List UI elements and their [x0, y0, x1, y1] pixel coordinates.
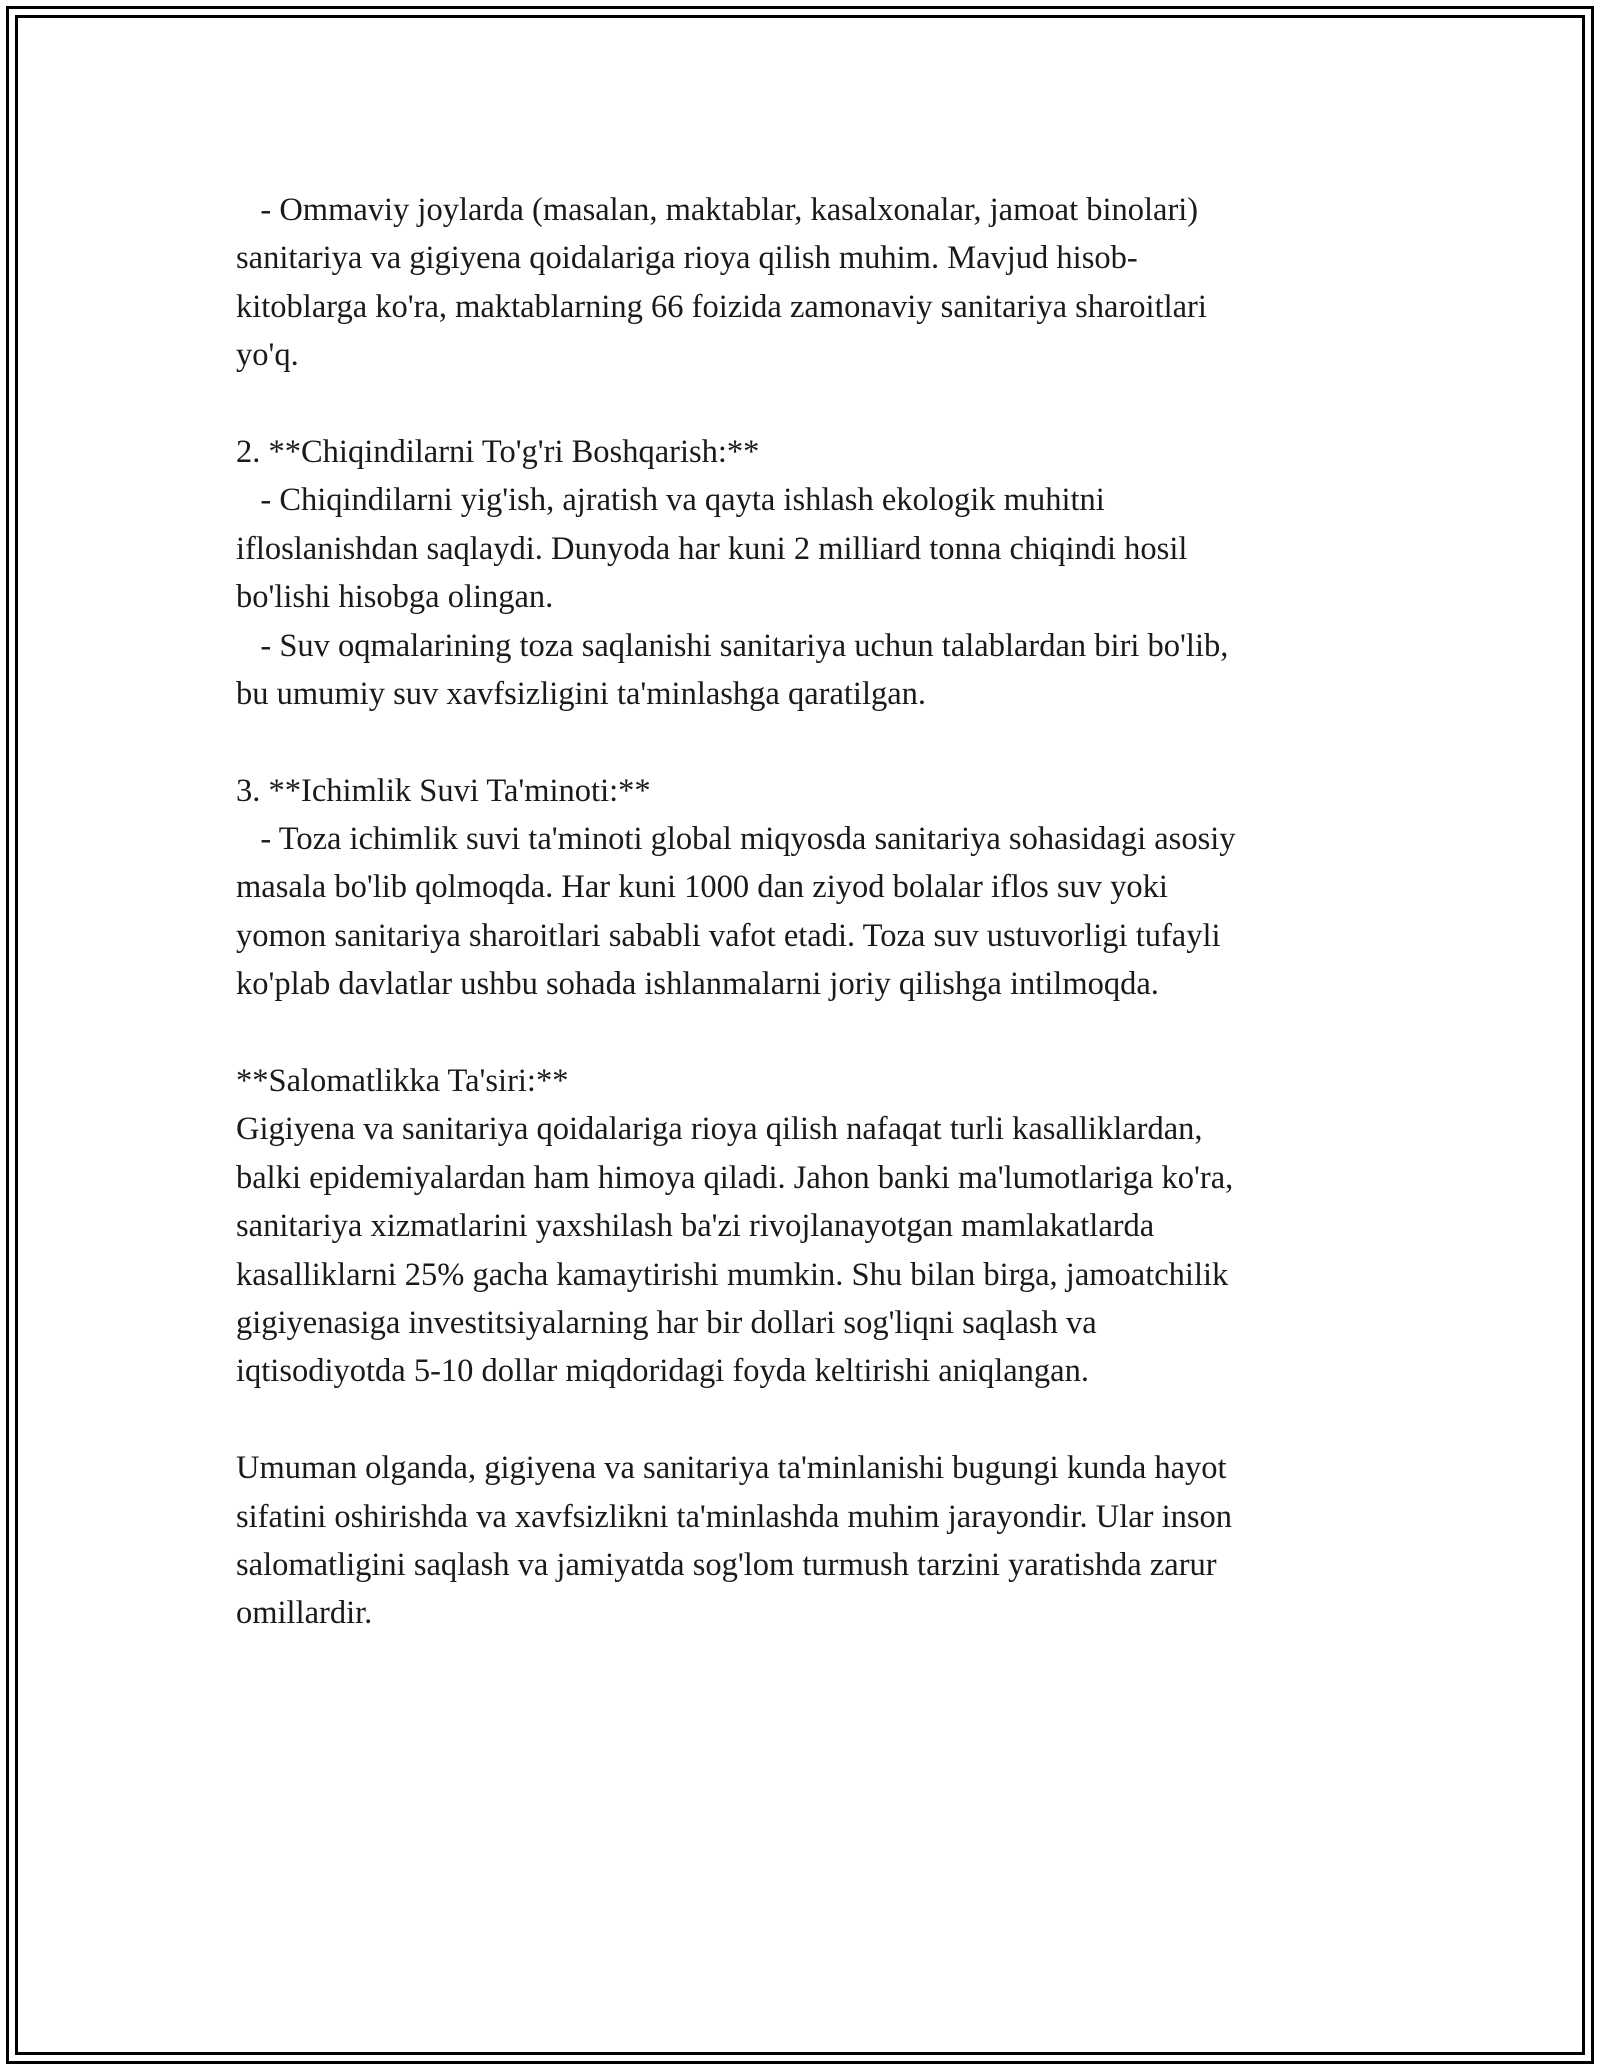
section-waste-management: [236, 428, 1416, 718]
text-line: - Chiqindilarni yig'ish, ajratish va qayta ishlash ekologik muhitni: [236, 482, 1105, 519]
text-line: ifloslanishdan saqlaydi. Dunyoda har kuni 2 milliard tonna chiqindi hosil: [236, 530, 1188, 567]
blank-line: [236, 1009, 1416, 1057]
blank-line: [236, 1396, 1416, 1444]
text-line: - Toza ichimlik suvi ta'minoti global miqyosda sanitariya sohasidagi asosiy: [236, 821, 1236, 858]
text-line: iqtisodiyotda 5-10 dollar miqdoridagi foyda keltirishi aniqlangan.: [236, 1353, 1089, 1390]
text-line: - Suv oqmalarining toza saqlanishi sanitariya uchun talablardan biri bo'lib,: [236, 627, 1229, 664]
section-health-impact: [236, 1057, 1416, 1396]
text-line: bu umumiy suv xavfsizligini ta'minlashga qaratilgan.: [236, 675, 927, 712]
text-line: - Ommaviy joylarda (masalan, maktablar, kasalxonalar, jamoat binolari): [236, 192, 1199, 228]
text-line: Umuman olganda, gigiyena va sanitariya ta'minlanishi bugungi kunda hayot: [236, 1450, 1227, 1487]
paragraph-public-places: [236, 186, 1416, 380]
section-heading: 3. **Ichimlik Suvi Ta'minoti:**: [236, 772, 651, 809]
text-line: balki epidemiyalardan ham himoya qiladi. Jahon banki ma'lumotlariga ko'ra,: [236, 1159, 1234, 1196]
text-line: gigiyenasiga investitsiyalarning har bir dollari sog'liqni saqlash va: [236, 1304, 1097, 1341]
blank-line: [236, 380, 1416, 428]
text-line: salomatligini saqlash va jamiyatda sog'lom turmush tarzini yaratishda zarur: [236, 1546, 1217, 1583]
section-heading: 2. **Chiqindilarni To'g'ri Boshqarish:**: [236, 433, 760, 470]
text-line: sifatini oshirishda va xavfsizlikni ta'minlashda muhim jarayondir. Ular inson: [236, 1498, 1233, 1535]
text-line: kasalliklarni 25% gacha kamaytirishi mumkin. Shu bilan birga, jamoatchilik: [236, 1256, 1229, 1293]
document-body: [236, 186, 1416, 1638]
section-drinking-water: [236, 767, 1416, 1009]
text-line: masala bo'lib qolmoqda. Har kuni 1000 dan ziyod bolalar iflos suv yoki: [236, 869, 1168, 906]
text-line: omillardir.: [236, 1595, 373, 1632]
text-line: yo'q.: [236, 337, 299, 374]
paragraph-conclusion: [236, 1444, 1416, 1638]
text-line: Gigiyena va sanitariya qoidalariga rioya qilish nafaqat turli kasalliklardan,: [236, 1111, 1203, 1148]
text-line: sanitariya va gigiyena qoidalariga rioya qilish muhim. Mavjud hisob-: [236, 240, 1138, 277]
text-line: kitoblarga ko'ra, maktablarning 66 foizida zamonaviy sanitariya sharoitlari: [236, 288, 1207, 325]
text-line: sanitariya xizmatlarini yaxshilash ba'zi rivojlanayotgan mamlakatlarda: [236, 1208, 1155, 1245]
blank-line: [236, 718, 1416, 766]
section-heading: **Salomatlikka Ta'siri:**: [236, 1063, 569, 1100]
text-line: bo'lishi hisobga olingan.: [236, 579, 554, 616]
text-line: ko'plab davlatlar ushbu sohada ishlanmalarni joriy qilishga intilmoqda.: [236, 966, 1159, 1003]
text-line: yomon sanitariya sharoitlari sababli vafot etadi. Toza suv ustuvorligi tufayli: [236, 917, 1221, 954]
